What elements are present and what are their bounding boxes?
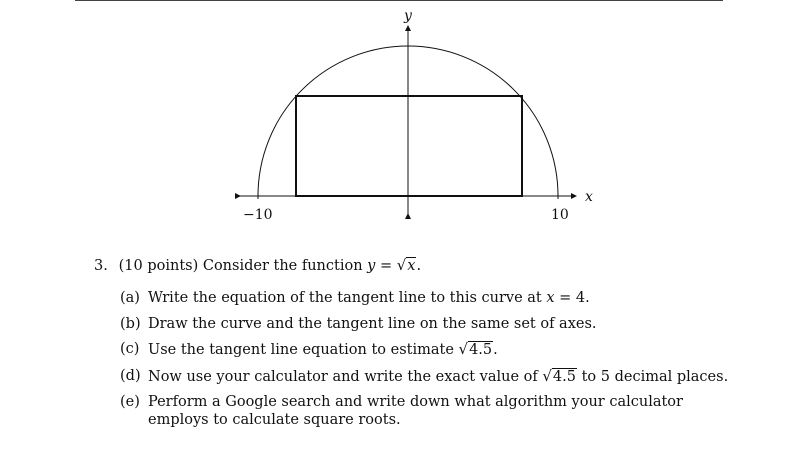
problem-end: . xyxy=(416,258,422,274)
part-b xyxy=(120,315,730,333)
part-c-end: . xyxy=(493,342,498,358)
part-a-end: = 4. xyxy=(554,290,590,306)
part-c-radicand: 4.5 xyxy=(469,342,493,358)
part-c xyxy=(120,340,730,359)
part-b-text: Draw the curve and the tangent line on the same set of axes. xyxy=(148,315,597,332)
part-c-text: Use the tangent line equation to estimate xyxy=(148,342,459,358)
sqrt-4-5: √4.5 xyxy=(458,340,493,358)
part-label: (c) xyxy=(120,341,140,357)
x-tick-label-left: −10 xyxy=(243,207,273,223)
part-a-text: Write the equation of the tangent line to this curve at xyxy=(148,290,547,306)
function-radicand: x xyxy=(407,258,416,274)
part-e xyxy=(120,393,730,429)
part-d xyxy=(120,367,730,386)
part-d-text: Now use your calculator and write the exact value of xyxy=(148,368,543,385)
sqrt-x: √x xyxy=(396,256,416,274)
part-a-var: x xyxy=(546,290,555,306)
x-tick-label-right: 10 xyxy=(551,207,569,223)
problem-intro: (10 points) Consider the function xyxy=(118,258,368,274)
equals-sign: = xyxy=(375,258,397,274)
part-a xyxy=(120,289,730,307)
problem-parts xyxy=(120,289,730,437)
x-axis-label: x xyxy=(585,189,593,205)
problem-number: 3. xyxy=(94,258,108,274)
part-e-text: Perform a Google search and write down what algorithm your calculator employs to calculate square roots. xyxy=(148,394,683,428)
part-label: (e) xyxy=(120,394,140,410)
inscribed-rectangle xyxy=(296,96,522,196)
part-label: (b) xyxy=(120,315,141,332)
part-label: (a) xyxy=(120,290,140,306)
sqrt-4-5: √4.5 xyxy=(542,366,576,385)
part-label: (d) xyxy=(120,367,141,384)
part-d-radicand: 4.5 xyxy=(552,368,576,385)
function-lhs: y xyxy=(367,258,376,274)
problem-statement xyxy=(94,256,421,275)
y-axis-label: y xyxy=(404,8,412,24)
part-d-end: to 5 decimal places. xyxy=(576,368,729,385)
